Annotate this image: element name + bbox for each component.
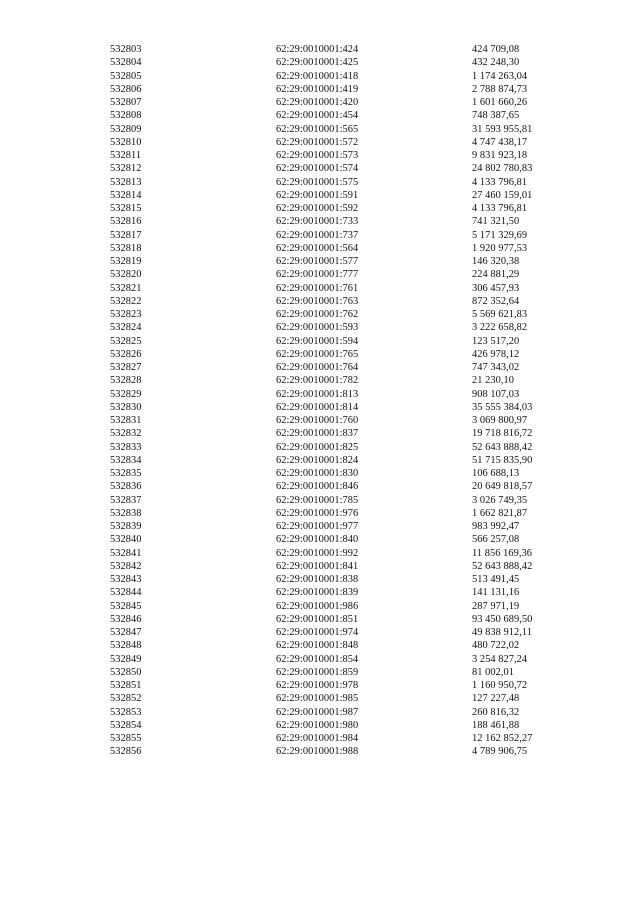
cadastral-value: 123 517,20: [472, 335, 520, 347]
cadastral-number: 62:29:0010001:762: [276, 309, 359, 320]
row-number: 532804: [110, 57, 142, 69]
cadastral-number: 62:29:0010001:986: [276, 600, 359, 612]
cadastral-number: 62:29:0010001:424: [276, 44, 359, 55]
cadastral-value: 4 133 796,81: [472, 176, 528, 188]
cadastral-value: 741 321,50: [472, 216, 520, 228]
row-number: 532825: [110, 335, 142, 347]
cadastral-number: 62:29:0010001:987: [276, 706, 359, 718]
cadastral-value: 287 971,19: [472, 600, 520, 612]
cadastral-value: 19 718 816,72: [472, 428, 533, 440]
cadastral-value: 35 555 384,03: [472, 401, 533, 413]
cadastral-value: 188 461,88: [472, 719, 520, 731]
row-number: 532855: [110, 733, 142, 744]
table-row: [0, 176, 640, 189]
cadastral-number: 62:29:0010001:854: [276, 653, 359, 665]
cadastral-value: 432 248,30: [472, 57, 520, 69]
cadastral-value: 1 920 977,53: [472, 242, 528, 254]
cadastral-number: 62:29:0010001:846: [276, 481, 359, 493]
cadastral-value: 11 856 169,36: [472, 547, 533, 559]
cadastral-value: 5 569 621,83: [472, 309, 528, 320]
table-row: [0, 454, 640, 467]
table-row: [0, 441, 640, 454]
table-row: [0, 123, 640, 136]
table-row: [0, 229, 640, 242]
cadastral-value: 52 643 888,42: [472, 560, 533, 572]
cadastral-number: 62:29:0010001:591: [276, 189, 359, 201]
table-row: [0, 149, 640, 162]
row-number: 532828: [110, 375, 142, 387]
table-row: [0, 96, 640, 109]
row-number: 532821: [110, 282, 142, 294]
table-row: [0, 308, 640, 321]
table-row: [0, 653, 640, 666]
cadastral-number: 62:29:0010001:420: [276, 97, 359, 108]
row-number: 532833: [110, 441, 142, 453]
cadastral-number: 62:29:0010001:574: [276, 163, 359, 175]
table-row: [0, 507, 640, 520]
cadastral-value: 20 649 818,57: [472, 481, 533, 493]
table-row: [0, 282, 640, 295]
table-row: [0, 215, 640, 228]
row-number: 532816: [110, 216, 142, 228]
cadastral-number: 62:29:0010001:425: [276, 57, 359, 69]
table-row: [0, 401, 640, 414]
cadastral-value: 1 662 821,87: [472, 507, 528, 519]
cadastral-number: 62:29:0010001:594: [276, 335, 359, 347]
table-row: [0, 520, 640, 533]
row-number: 532845: [110, 600, 142, 612]
row-number: 532818: [110, 242, 142, 254]
row-number: 532806: [110, 83, 142, 95]
cadastral-value: 9 831 923,18: [472, 150, 528, 161]
table-row: [0, 189, 640, 202]
cadastral-number: 62:29:0010001:764: [276, 362, 359, 373]
table-row: [0, 613, 640, 626]
table-row: [0, 136, 640, 149]
table-row: [0, 255, 640, 268]
table-row: [0, 560, 640, 573]
row-number: 532844: [110, 587, 142, 599]
row-number: 532820: [110, 269, 142, 281]
table-row: [0, 533, 640, 546]
table-row: [0, 427, 640, 440]
cadastral-number: 62:29:0010001:763: [276, 295, 359, 307]
row-number: 532856: [110, 746, 142, 758]
row-number: 532826: [110, 348, 142, 360]
table-row: [0, 480, 640, 493]
row-number: 532809: [110, 123, 142, 135]
table-row: [0, 467, 640, 480]
table-row: [0, 321, 640, 334]
row-number: 532843: [110, 574, 142, 585]
cadastral-value: 424 709,08: [472, 44, 520, 55]
row-number: 532836: [110, 481, 142, 493]
cadastral-number: 62:29:0010001:814: [276, 401, 359, 413]
cadastral-number: 62:29:0010001:830: [276, 468, 359, 479]
row-number: 532815: [110, 203, 142, 214]
cadastral-number: 62:29:0010001:785: [276, 494, 359, 506]
cadastral-value: 224 881,29: [472, 269, 520, 281]
table-row: [0, 586, 640, 599]
cadastral-value: 748 387,65: [472, 110, 520, 122]
row-number: 532847: [110, 627, 142, 638]
table-row: [0, 295, 640, 308]
cadastral-value: 51 715 835,90: [472, 454, 533, 466]
cadastral-value: 3 026 749,35: [472, 494, 528, 506]
cadastral-number: 62:29:0010001:988: [276, 746, 359, 758]
row-number: 532811: [110, 150, 142, 161]
cadastral-number: 62:29:0010001:454: [276, 110, 359, 122]
cadastral-number: 62:29:0010001:761: [276, 282, 359, 294]
cadastral-value: 1 174 263,04: [472, 70, 528, 82]
table-row: [0, 374, 640, 387]
cadastral-number: 62:29:0010001:859: [276, 666, 359, 678]
row-number: 532822: [110, 295, 142, 307]
row-number: 532854: [110, 719, 142, 731]
row-number: 532839: [110, 521, 142, 532]
cadastral-value: 747 343,02: [472, 362, 520, 373]
cadastral-number: 62:29:0010001:573: [276, 150, 359, 161]
cadastral-number: 62:29:0010001:765: [276, 348, 359, 360]
row-number: 532805: [110, 70, 142, 82]
table-row: [0, 43, 640, 56]
cadastral-value: 24 802 780,83: [472, 163, 533, 175]
table-row: [0, 547, 640, 560]
cadastral-value: 4 747 438,17: [472, 136, 528, 148]
table-row: [0, 666, 640, 679]
table-row: [0, 573, 640, 586]
row-number: 532803: [110, 44, 142, 55]
cadastral-number: 62:29:0010001:733: [276, 216, 359, 228]
row-number: 532810: [110, 136, 142, 148]
cadastral-value: 426 978,12: [472, 348, 520, 360]
row-number: 532835: [110, 468, 142, 479]
row-number: 532838: [110, 507, 142, 519]
row-number: 532807: [110, 97, 142, 108]
cadastral-value: 4 133 796,81: [472, 203, 528, 214]
table-row: [0, 348, 640, 361]
cadastral-number: 62:29:0010001:974: [276, 627, 359, 638]
cadastral-number: 62:29:0010001:992: [276, 547, 359, 559]
row-number: 532842: [110, 560, 142, 572]
cadastral-value: 93 450 689,50: [472, 613, 533, 625]
table-row: [0, 361, 640, 374]
table-row: [0, 414, 640, 427]
row-number: 532812: [110, 163, 142, 175]
cadastral-value: 146 320,38: [472, 256, 520, 267]
cadastral-value: 3 222 658,82: [472, 322, 528, 334]
row-number: 532849: [110, 653, 142, 665]
row-number: 532823: [110, 309, 142, 320]
cadastral-number: 62:29:0010001:737: [276, 229, 359, 241]
table-row: [0, 719, 640, 732]
row-number: 532850: [110, 666, 142, 678]
table-row: [0, 626, 640, 639]
row-number: 532834: [110, 454, 142, 466]
row-number: 532814: [110, 189, 142, 201]
cadastral-value: 127 227,48: [472, 693, 520, 705]
cadastral-value: 1 160 950,72: [472, 680, 528, 691]
cadastral-number: 62:29:0010001:418: [276, 70, 359, 82]
table-row: [0, 56, 640, 69]
cadastral-value: 2 788 874,73: [472, 83, 528, 95]
row-number: 532832: [110, 428, 142, 440]
cadastral-number: 62:29:0010001:978: [276, 680, 359, 691]
table-row: [0, 494, 640, 507]
cadastral-value: 12 162 852,27: [472, 733, 533, 744]
row-number: 532846: [110, 613, 142, 625]
table-row: [0, 335, 640, 348]
cadastral-number: 62:29:0010001:593: [276, 322, 359, 334]
data-table: [0, 43, 640, 759]
table-row: [0, 732, 640, 745]
table-row: [0, 268, 640, 281]
cadastral-value: 3 069 800,97: [472, 415, 528, 426]
table-row: [0, 600, 640, 613]
cadastral-value: 106 688,13: [472, 468, 520, 479]
cadastral-number: 62:29:0010001:564: [276, 242, 359, 254]
row-number: 532853: [110, 706, 142, 718]
table-row: [0, 692, 640, 705]
cadastral-value: 306 457,93: [472, 282, 520, 294]
row-number: 532813: [110, 176, 142, 188]
table-row: [0, 109, 640, 122]
table-row: [0, 706, 640, 719]
row-number: 532852: [110, 693, 142, 705]
cadastral-value: 141 131,16: [472, 587, 520, 599]
table-row: [0, 70, 640, 83]
table-row: [0, 83, 640, 96]
cadastral-number: 62:29:0010001:977: [276, 521, 359, 532]
row-number: 532808: [110, 110, 142, 122]
cadastral-value: 513 491,45: [472, 574, 520, 585]
cadastral-number: 62:29:0010001:592: [276, 203, 359, 214]
cadastral-number: 62:29:0010001:851: [276, 613, 359, 625]
cadastral-value: 480 722,02: [472, 640, 520, 652]
cadastral-number: 62:29:0010001:976: [276, 507, 359, 519]
row-number: 532817: [110, 229, 142, 241]
row-number: 532819: [110, 256, 142, 267]
row-number: 532851: [110, 680, 142, 691]
cadastral-number: 62:29:0010001:419: [276, 83, 359, 95]
cadastral-value: 52 643 888,42: [472, 441, 533, 453]
cadastral-number: 62:29:0010001:837: [276, 428, 359, 440]
table-row: [0, 202, 640, 215]
cadastral-number: 62:29:0010001:782: [276, 375, 359, 387]
table-row: [0, 388, 640, 401]
row-number: 532829: [110, 388, 142, 400]
cadastral-value: 5 171 329,69: [472, 229, 528, 241]
cadastral-value: 983 992,47: [472, 521, 520, 532]
cadastral-value: 81 002,01: [472, 666, 515, 678]
cadastral-value: 260 816,32: [472, 706, 520, 718]
row-number: 532848: [110, 640, 142, 652]
cadastral-number: 62:29:0010001:838: [276, 574, 359, 585]
cadastral-value: 21 230,10: [472, 375, 515, 387]
cadastral-value: 3 254 827,24: [472, 653, 528, 665]
cadastral-number: 62:29:0010001:848: [276, 640, 359, 652]
row-number: 532840: [110, 534, 142, 546]
cadastral-value: 27 460 159,01: [472, 189, 533, 201]
row-number: 532830: [110, 401, 142, 413]
table-row: [0, 242, 640, 255]
row-number: 532837: [110, 494, 142, 506]
cadastral-value: 908 107,03: [472, 388, 520, 400]
cadastral-value: 1 601 660,26: [472, 97, 528, 108]
cadastral-number: 62:29:0010001:777: [276, 269, 359, 281]
cadastral-value: 4 789 906,75: [472, 746, 528, 758]
cadastral-number: 62:29:0010001:825: [276, 441, 359, 453]
cadastral-number: 62:29:0010001:577: [276, 256, 359, 267]
cadastral-number: 62:29:0010001:572: [276, 136, 359, 148]
cadastral-number: 62:29:0010001:984: [276, 733, 359, 744]
row-number: 532841: [110, 547, 142, 559]
cadastral-value: 49 838 912,11: [472, 627, 533, 638]
cadastral-number: 62:29:0010001:841: [276, 560, 359, 572]
table-row: [0, 162, 640, 175]
cadastral-number: 62:29:0010001:565: [276, 123, 359, 135]
cadastral-number: 62:29:0010001:824: [276, 454, 359, 466]
cadastral-number: 62:29:0010001:760: [276, 415, 359, 426]
cadastral-number: 62:29:0010001:985: [276, 693, 359, 705]
cadastral-number: 62:29:0010001:980: [276, 719, 359, 731]
cadastral-number: 62:29:0010001:839: [276, 587, 359, 599]
row-number: 532824: [110, 322, 142, 334]
cadastral-number: 62:29:0010001:840: [276, 534, 359, 546]
table-row: [0, 679, 640, 692]
cadastral-value: 31 593 955,81: [472, 123, 533, 135]
cadastral-number: 62:29:0010001:575: [276, 176, 359, 188]
row-number: 532827: [110, 362, 142, 373]
cadastral-value: 872 352,64: [472, 295, 520, 307]
table-row: [0, 639, 640, 652]
table-row: [0, 745, 640, 758]
cadastral-value: 566 257,08: [472, 534, 520, 546]
row-number: 532831: [110, 415, 142, 426]
cadastral-number: 62:29:0010001:813: [276, 388, 359, 400]
